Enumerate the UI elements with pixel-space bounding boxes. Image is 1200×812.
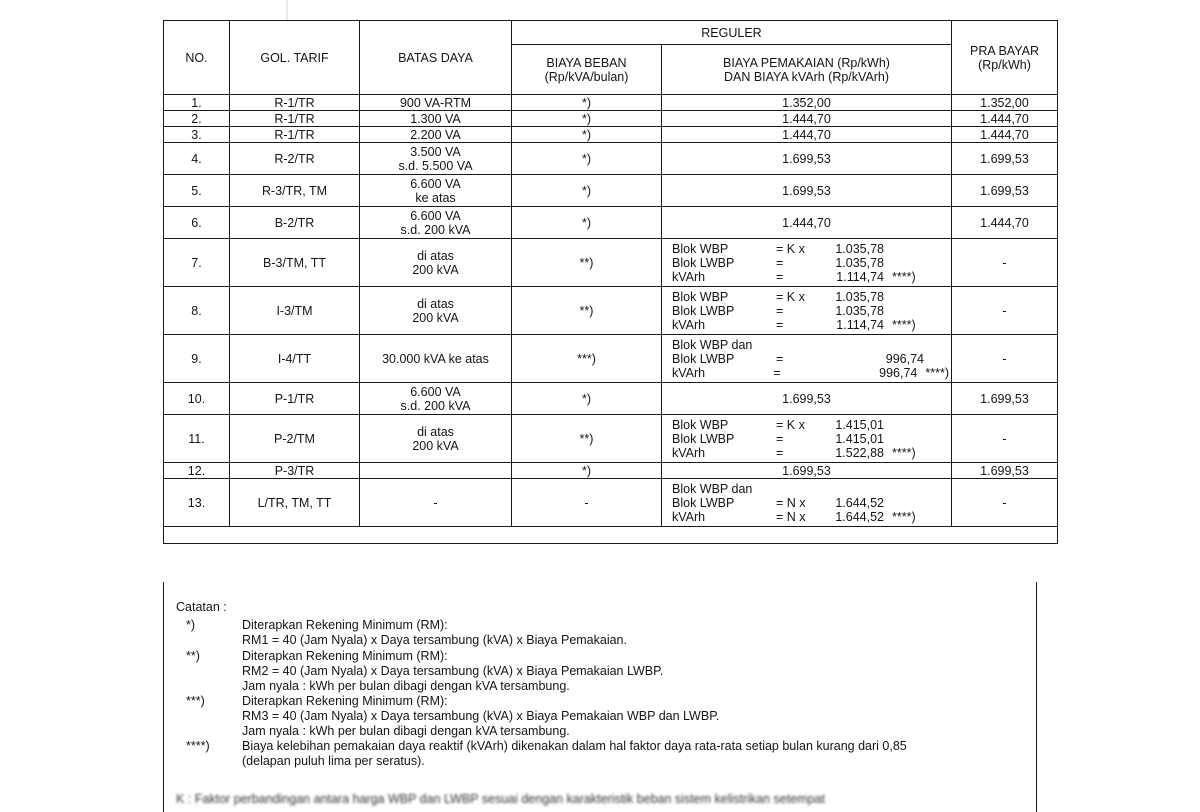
row-gol-tarif: R-1/TR — [230, 111, 360, 127]
row-batas-daya — [360, 463, 512, 479]
row-biaya-beban: ***) — [512, 335, 662, 383]
row-pra-bayar: 1.444,70 — [952, 207, 1058, 239]
pemakaian-value: 1.644,52 — [835, 509, 884, 524]
pemakaian-op: = — [776, 255, 784, 270]
row-biaya-beban: *) — [512, 463, 662, 479]
pemakaian-op: = — [776, 445, 784, 460]
pemakaian-mark: ****) — [892, 317, 916, 332]
row-batas-daya — [360, 175, 512, 207]
pemakaian-label: Blok WBP — [672, 417, 729, 432]
note-line: RM2 = 40 (Jam Nyala) x Daya tersambung (kVA) x Biaya Pemakaian LWBP. — [242, 664, 664, 678]
row-no: 13. — [164, 479, 230, 527]
table-row — [164, 287, 1058, 335]
note-text — [242, 649, 1022, 694]
row-batas-daya — [360, 111, 512, 127]
row-biaya-pemakaian — [662, 335, 952, 383]
table-row — [164, 207, 1058, 239]
table-row — [164, 479, 1058, 527]
pemakaian-value: 1.035,78 — [835, 255, 884, 270]
pemakaian-op: = — [773, 365, 781, 380]
row-biaya-pemakaian: 1.444,70 — [662, 207, 952, 239]
pemakaian-label: kVArh — [672, 365, 706, 380]
pemakaian-value: 996,74 — [885, 351, 924, 366]
pemakaian-line — [672, 290, 949, 304]
note-line: Diterapkan Rekening Minimum (RM): — [242, 649, 448, 663]
row-biaya-beban: *) — [512, 111, 662, 127]
row-biaya-beban: **) — [512, 239, 662, 287]
row-biaya-beban: **) — [512, 415, 662, 463]
note-text — [242, 694, 1022, 739]
note-line: RM3 = 40 (Jam Nyala) x Daya tersambung (kVA) x Biaya Pemakaian WBP dan LWBP. — [242, 709, 720, 723]
table-row — [164, 111, 1058, 127]
row-biaya-beban: *) — [512, 143, 662, 175]
pemakaian-line — [672, 510, 949, 524]
pemakaian-op: = — [776, 269, 784, 284]
row-batas-daya — [360, 335, 512, 383]
header-no: NO. — [164, 21, 230, 95]
row-batas-daya — [360, 479, 512, 527]
pemakaian-mark: ****) — [892, 445, 916, 460]
batas-daya-line: di atas — [417, 248, 454, 263]
header-pra-bayar: PRA BAYAR (Rp/kWh) — [952, 21, 1058, 95]
batas-daya-line: 900 VA-RTM — [399, 95, 472, 110]
table-row — [164, 175, 1058, 207]
row-no: 8. — [164, 287, 230, 335]
row-pra-bayar: - — [952, 287, 1058, 335]
table-row — [164, 143, 1058, 175]
row-gol-tarif: B-2/TR — [230, 207, 360, 239]
header-batas-daya: BATAS DAYA — [360, 21, 512, 95]
row-no: 12. — [164, 463, 230, 479]
table-row — [164, 335, 1058, 383]
pemakaian-line — [672, 482, 949, 496]
batas-daya-line: 200 kVA — [412, 262, 459, 277]
table-row — [164, 383, 1058, 415]
row-gol-tarif: B-3/TM, TT — [230, 239, 360, 287]
pemakaian-label: kVArh — [672, 509, 706, 524]
pemakaian-op: = K x — [776, 417, 805, 432]
pemakaian-label: Blok WBP — [672, 241, 729, 256]
batas-daya-line: 6.600 VA — [410, 208, 461, 223]
row-no: 4. — [164, 143, 230, 175]
batas-daya-line: - — [433, 495, 438, 510]
row-no: 10. — [164, 383, 230, 415]
pemakaian-value: 1.114,74 — [836, 317, 884, 332]
pemakaian-op: = K x — [776, 241, 805, 256]
pemakaian-mark: ****) — [925, 365, 949, 380]
row-batas-daya — [360, 287, 512, 335]
row-batas-daya — [360, 143, 512, 175]
row-biaya-beban: *) — [512, 95, 662, 111]
pemakaian-line — [672, 432, 949, 446]
pemakaian-line — [672, 338, 949, 352]
row-batas-daya — [360, 95, 512, 111]
pemakaian-value: 1.114,74 — [836, 269, 884, 284]
row-no: 5. — [164, 175, 230, 207]
row-no: 9. — [164, 335, 230, 383]
batas-daya-line: 30.000 kVA ke atas — [382, 351, 489, 366]
row-biaya-pemakaian — [662, 415, 952, 463]
pemakaian-value: 1.035,78 — [835, 289, 884, 304]
pemakaian-op — [776, 482, 818, 496]
note-line: Jam nyala : kWh per bulan dibagi dengan kVA tersambung. — [242, 724, 570, 738]
row-biaya-pemakaian: 1.699,53 — [662, 143, 952, 175]
batas-daya-line: 2.200 VA — [410, 127, 461, 142]
row-biaya-pemakaian: 1.444,70 — [662, 111, 952, 127]
note-text — [242, 739, 1022, 769]
row-no: 6. — [164, 207, 230, 239]
table-row — [164, 95, 1058, 111]
row-batas-daya — [360, 127, 512, 143]
pemakaian-line — [672, 304, 949, 318]
pemakaian-value: 1.522,88 — [835, 445, 884, 460]
pemakaian-line — [672, 446, 949, 460]
note-symbol: **) — [186, 649, 200, 663]
batas-daya-line: di atas — [417, 296, 454, 311]
header-biaya-beban: BIAYA BEBAN (Rp/kVA/bulan) — [512, 45, 662, 95]
row-biaya-pemakaian: 1.444,70 — [662, 127, 952, 143]
pemakaian-op: = — [776, 351, 784, 366]
row-pra-bayar: 1.699,53 — [952, 383, 1058, 415]
note-line: (delapan puluh lima per seratus). — [242, 754, 425, 768]
row-batas-daya — [360, 383, 512, 415]
pemakaian-mark: ****) — [892, 269, 916, 284]
batas-daya-line: 200 kVA — [412, 438, 459, 453]
batas-daya-line: 3.500 VA — [410, 144, 461, 159]
row-biaya-beban: *) — [512, 127, 662, 143]
row-biaya-pemakaian — [662, 287, 952, 335]
row-pra-bayar: - — [952, 415, 1058, 463]
row-no: 11. — [164, 415, 230, 463]
row-batas-daya — [360, 415, 512, 463]
pemakaian-line — [672, 318, 949, 332]
row-pra-bayar: 1.444,70 — [952, 111, 1058, 127]
row-batas-daya — [360, 239, 512, 287]
row-no: 3. — [164, 127, 230, 143]
batas-daya-line: 1.300 VA — [410, 111, 461, 126]
batas-daya-line: s.d. 200 kVA — [400, 222, 471, 237]
pemakaian-label: Blok WBP dan — [672, 337, 753, 352]
pemakaian-line — [672, 496, 949, 510]
pemakaian-line — [672, 418, 949, 432]
pemakaian-value: 1.035,78 — [835, 241, 884, 256]
batas-daya-line: s.d. 5.500 VA — [398, 158, 473, 173]
batas-daya-line: ke atas — [415, 190, 456, 205]
pemakaian-mark: ****) — [892, 509, 916, 524]
row-pra-bayar: 1.444,70 — [952, 127, 1058, 143]
pemakaian-label: kVArh — [672, 317, 706, 332]
pemakaian-label: kVArh — [672, 269, 706, 284]
note-line: Diterapkan Rekening Minimum (RM): — [242, 694, 448, 708]
pemakaian-value: 996,74 — [879, 365, 918, 380]
note-line: Diterapkan Rekening Minimum (RM): — [242, 618, 448, 632]
table-row — [164, 239, 1058, 287]
pemakaian-label: Blok WBP dan — [672, 481, 753, 496]
pemakaian-label: Blok LWBP — [672, 431, 735, 446]
row-biaya-beban: *) — [512, 383, 662, 415]
pemakaian-value — [818, 338, 884, 352]
row-biaya-beban: - — [512, 479, 662, 527]
pemakaian-op: = N x — [776, 509, 806, 524]
batas-daya-line: 6.600 VA — [410, 384, 461, 399]
row-gol-tarif: I-4/TT — [230, 335, 360, 383]
table-row — [164, 127, 1058, 143]
row-gol-tarif: P-3/TR — [230, 463, 360, 479]
tariff-table — [163, 20, 1058, 544]
row-biaya-pemakaian — [662, 239, 952, 287]
table-row — [164, 463, 1058, 479]
row-no: 2. — [164, 111, 230, 127]
header-reguler: REGULER — [512, 21, 952, 45]
row-pra-bayar: 1.352,00 — [952, 95, 1058, 111]
pemakaian-value — [818, 482, 884, 496]
pemakaian-op: = — [776, 303, 784, 318]
pemakaian-label: Blok LWBP — [672, 255, 735, 270]
row-gol-tarif: R-1/TR — [230, 95, 360, 111]
pemakaian-line — [672, 242, 949, 256]
pemakaian-op: = K x — [776, 289, 805, 304]
header-gol-tarif: GOL. TARIF — [230, 21, 360, 95]
pemakaian-op — [776, 338, 818, 352]
row-biaya-pemakaian — [662, 479, 952, 527]
pemakaian-line — [672, 352, 949, 366]
row-gol-tarif: R-1/TR — [230, 127, 360, 143]
pemakaian-value: 1.415,01 — [835, 431, 884, 446]
row-biaya-beban: **) — [512, 287, 662, 335]
spacer-cell — [164, 527, 1058, 544]
pemakaian-value: 1.035,78 — [835, 303, 884, 318]
pemakaian-line — [672, 366, 949, 380]
pemakaian-label: Blok WBP — [672, 289, 729, 304]
tariff-body — [164, 95, 1058, 544]
batas-daya-line: 6.600 VA — [410, 176, 461, 191]
pemakaian-label: Blok LWBP — [672, 303, 735, 318]
row-biaya-pemakaian: 1.699,53 — [662, 463, 952, 479]
pemakaian-line — [672, 270, 949, 284]
row-no: 7. — [164, 239, 230, 287]
note-symbol: ***) — [186, 694, 205, 708]
pemakaian-op: = N x — [776, 495, 806, 510]
row-biaya-beban: *) — [512, 175, 662, 207]
note-line: Jam nyala : kWh per bulan dibagi dengan kVA tersambung. — [242, 679, 570, 693]
notes-section — [163, 582, 1037, 812]
row-gol-tarif: R-2/TR — [230, 143, 360, 175]
pemakaian-label: Blok LWBP — [672, 495, 735, 510]
row-pra-bayar: - — [952, 335, 1058, 383]
row-pra-bayar: - — [952, 239, 1058, 287]
row-gol-tarif: P-2/TM — [230, 415, 360, 463]
table-spacer-row — [164, 527, 1058, 544]
row-gol-tarif: I-3/TM — [230, 287, 360, 335]
pemakaian-op: = — [776, 317, 784, 332]
row-gol-tarif: R-3/TR, TM — [230, 175, 360, 207]
batas-daya-line: di atas — [417, 424, 454, 439]
pemakaian-line — [672, 256, 949, 270]
row-gol-tarif: P-1/TR — [230, 383, 360, 415]
row-pra-bayar: 1.699,53 — [952, 175, 1058, 207]
row-gol-tarif: L/TR, TM, TT — [230, 479, 360, 527]
note-symbol: *) — [186, 618, 196, 632]
notes-title: Catatan : — [176, 600, 227, 614]
row-pra-bayar: 1.699,53 — [952, 143, 1058, 175]
row-batas-daya — [360, 207, 512, 239]
row-no: 1. — [164, 95, 230, 111]
page-edge — [286, 0, 288, 20]
batas-daya-line: 200 kVA — [412, 310, 459, 325]
note-line: RM1 = 40 (Jam Nyala) x Daya tersambung (kVA) x Biaya Pemakaian. — [242, 633, 627, 647]
row-pra-bayar: - — [952, 479, 1058, 527]
note-symbol: ****) — [186, 739, 210, 753]
pemakaian-value: 1.644,52 — [835, 495, 884, 510]
pemakaian-op: = — [776, 431, 784, 446]
table-row — [164, 415, 1058, 463]
row-biaya-pemakaian: 1.699,53 — [662, 383, 952, 415]
pemakaian-label: kVArh — [672, 445, 706, 460]
batas-daya-line: s.d. 200 kVA — [400, 398, 471, 413]
row-biaya-pemakaian: 1.699,53 — [662, 175, 952, 207]
row-biaya-beban: *) — [512, 207, 662, 239]
header-biaya-pemakaian: BIAYA PEMAKAIAN (Rp/kWh) DAN BIAYA kVArh (Rp/kVArh) — [662, 45, 952, 95]
note-line: Biaya kelebihan pemakaian daya reaktif (kVArh) dikenakan dalam hal faktor daya rata-rata setiap bulan kurang dari 0,85 — [242, 739, 907, 753]
pemakaian-value: 1.415,01 — [835, 417, 884, 432]
note-text — [242, 618, 1022, 648]
notes-cut-line: K : Faktor perbandingan antara harga WBP dan LWBP sesuai dengan karakteristik beban sistem kelistrikan setempat — [176, 792, 825, 806]
row-biaya-pemakaian: 1.352,00 — [662, 95, 952, 111]
pemakaian-label: Blok LWBP — [672, 351, 735, 366]
row-pra-bayar: 1.699,53 — [952, 463, 1058, 479]
